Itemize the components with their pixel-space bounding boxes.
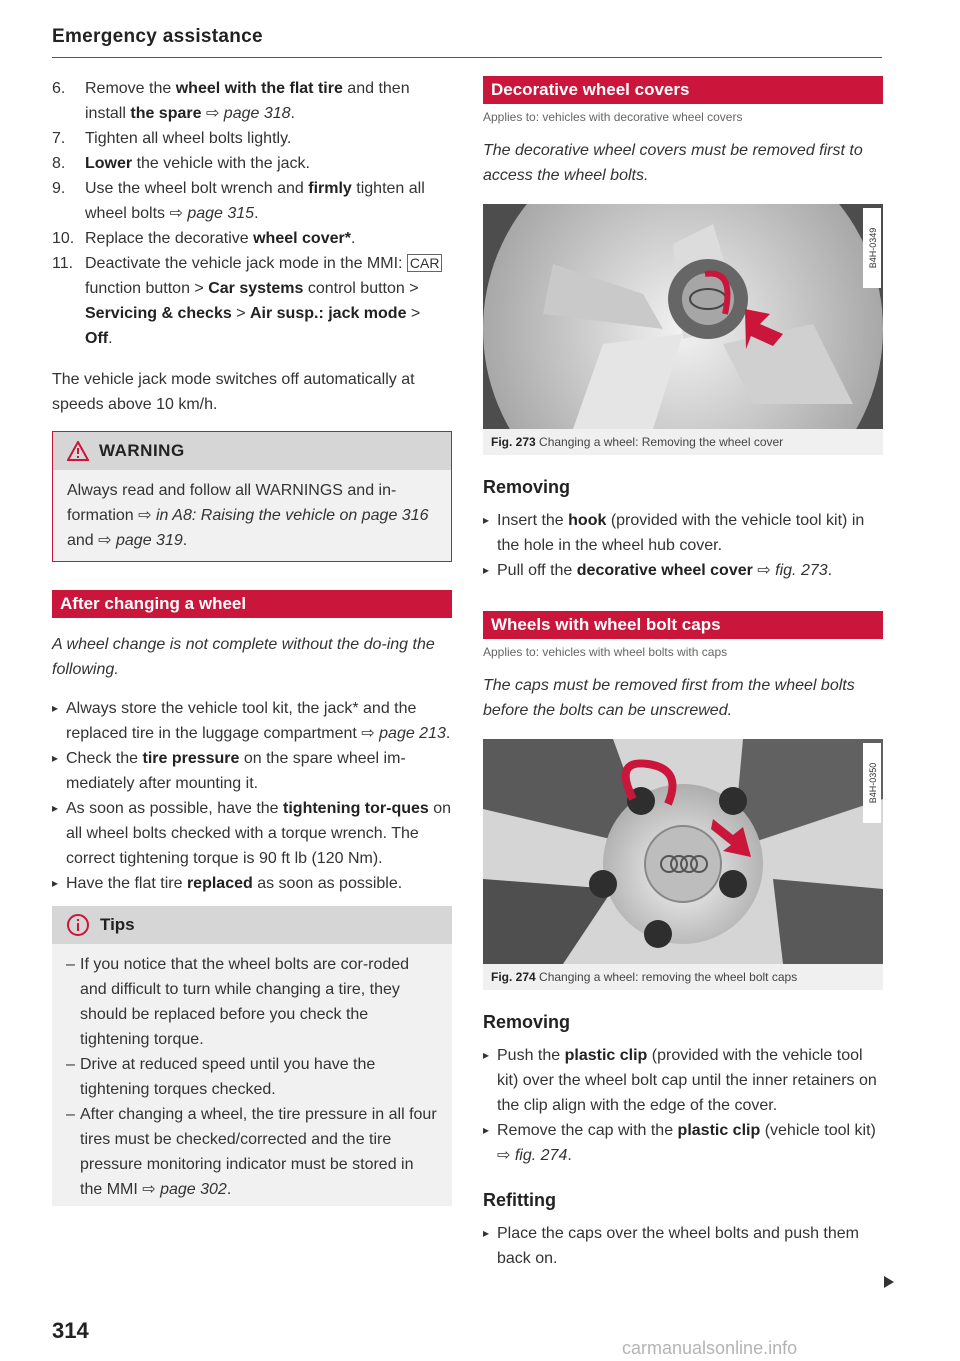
removing-caps-list xyxy=(483,1043,883,1168)
list-item: ▸ As soon as possible, have the tightening tor-ques on all wheel bolts checked with a torque wrench. The correct tightening torque is 90 ft lb (120 Nm). xyxy=(52,796,452,871)
step-10: 10. Replace the decorative wheel cover*. xyxy=(52,230,356,247)
step-7: 7. Tighten all wheel bolts lightly. xyxy=(52,130,292,147)
figure-code: B4H-0349 xyxy=(868,227,878,269)
figure-273 xyxy=(483,204,883,455)
step-9: 9. Use the wheel bolt wrench and firmly tighten all wheel bolts ⇨ page 315. xyxy=(52,180,425,222)
bolt-caps-heading: Wheels with wheel bolt caps xyxy=(483,611,883,639)
removing-heading: Removing xyxy=(483,477,571,497)
tips-box xyxy=(52,906,452,1206)
list-item: ▸ Have the flat tire replaced as soon as possible. xyxy=(52,871,452,896)
list-item: ▸ Pull off the decorative wheel cover ⇨ fig. 273. xyxy=(483,558,883,583)
wheel-cover-illustration xyxy=(483,204,883,429)
info-icon xyxy=(66,913,90,937)
warning-link[interactable]: in A8: Raising the vehicle on page 316 xyxy=(156,507,429,524)
watermark: carmanualsonline.info xyxy=(622,1338,798,1358)
removing-caps-heading: Removing xyxy=(483,1012,571,1032)
page-link[interactable]: page 319 xyxy=(116,532,183,549)
removing-cover-list xyxy=(483,508,883,583)
left-column xyxy=(52,76,452,1206)
refitting-list xyxy=(483,1221,883,1271)
decorative-covers-heading: Decorative wheel covers xyxy=(483,76,883,104)
caps-applies-to: Applies to: vehicles with wheel bolts with caps xyxy=(483,645,728,659)
step-6: 6. Remove the wheel with the flat tire and then install the spare ⇨ page 318. xyxy=(52,80,410,122)
page-link[interactable]: page 318 xyxy=(223,105,291,122)
tips-title: Tips xyxy=(100,915,135,934)
list-item: ▸ Remove the cap with the plastic clip (vehicle tool kit) ⇨ fig. 274. xyxy=(483,1118,883,1168)
covers-applies-to: Applies to: vehicles with decorative wheel covers xyxy=(483,110,743,124)
page-link[interactable]: page 213 xyxy=(379,725,446,742)
step-list xyxy=(52,76,452,351)
caps-intro: The caps must be removed first from the wheel bolts before the bolts can be unscrewed. xyxy=(483,677,855,719)
after-changing-list xyxy=(52,696,452,896)
figure-link[interactable]: fig. 273 xyxy=(775,562,828,579)
right-column xyxy=(483,76,883,1271)
step-11: 11. Deactivate the vehicle jack mode in the MMI: CAR function button > Car systems control button > Servicing & checks > Air susp.: jack mode > Off. xyxy=(52,251,452,351)
list-item: – Drive at reduced speed until you have the tightening torques checked. xyxy=(66,1052,440,1102)
figure-caption: Fig. 274 Changing a wheel: removing the wheel bolt caps xyxy=(491,970,798,984)
list-item: ▸ Always store the vehicle tool kit, the jack* and the replaced tire in the luggage compartment ⇨ page 213. xyxy=(52,696,452,746)
refitting-heading: Refitting xyxy=(483,1190,556,1210)
warning-text: Always read and follow all WARNINGS and in-formation ⇨ in A8: Raising the vehicle on page 316 and ⇨ page 319. xyxy=(53,470,451,561)
jack-mode-note: The vehicle jack mode switches off automatically at speeds above 10 km/h. xyxy=(52,371,415,413)
list-item: – If you notice that the wheel bolts are cor-roded and difficult to turn while changing a tire, they should be replaced before you check the tightening torque. xyxy=(66,952,440,1052)
figure-274 xyxy=(483,739,883,990)
bolt-caps-illustration xyxy=(483,739,883,964)
list-item: ▸ Insert the hook (provided with the vehicle tool kit) in the hole in the wheel hub cover. xyxy=(483,508,883,558)
page-link[interactable]: page 315 xyxy=(187,205,255,222)
step-8: 8. Lower the vehicle with the jack. xyxy=(52,155,310,172)
warning-header xyxy=(53,432,451,470)
covers-intro: The decorative wheel covers must be removed first to access the wheel bolts. xyxy=(483,142,863,184)
list-item: ▸ Push the plastic clip (provided with the vehicle tool kit) over the wheel bolt cap until the inner retainers on the clip align with the edge of the cover. xyxy=(483,1043,883,1118)
continue-arrow-icon xyxy=(884,1276,894,1288)
list-item: ▸ Place the caps over the wheel bolts and push them back on. xyxy=(483,1221,883,1271)
page-section-title: Emergency assistance xyxy=(52,26,882,58)
list-item: ▸ Check the tire pressure on the spare wheel im-mediately after mounting it. xyxy=(52,746,452,796)
list-item: – After changing a wheel, the tire pressure in all four tires must be checked/corrected and the tire pressure monitoring indicator must be stored in the MMI ⇨ page 302. xyxy=(66,1102,440,1202)
figure-link[interactable]: fig. 274 xyxy=(514,1147,568,1164)
after-changing-intro: A wheel change is not complete without the do-ing the following. xyxy=(52,636,435,678)
warning-triangle-icon xyxy=(67,441,89,461)
figure-code: B4H-0350 xyxy=(868,762,878,804)
page-link[interactable]: page 302 xyxy=(160,1181,227,1198)
warning-title: WARNING xyxy=(99,441,185,460)
car-key-label: CAR xyxy=(407,254,443,272)
tips-list xyxy=(52,944,452,1206)
figure-caption: Fig. 273 Changing a wheel: Removing the wheel cover xyxy=(491,435,784,449)
after-changing-heading: After changing a wheel xyxy=(52,590,452,618)
warning-box xyxy=(52,431,452,562)
tips-header xyxy=(52,906,452,944)
page-number: 314 xyxy=(52,1318,89,1343)
